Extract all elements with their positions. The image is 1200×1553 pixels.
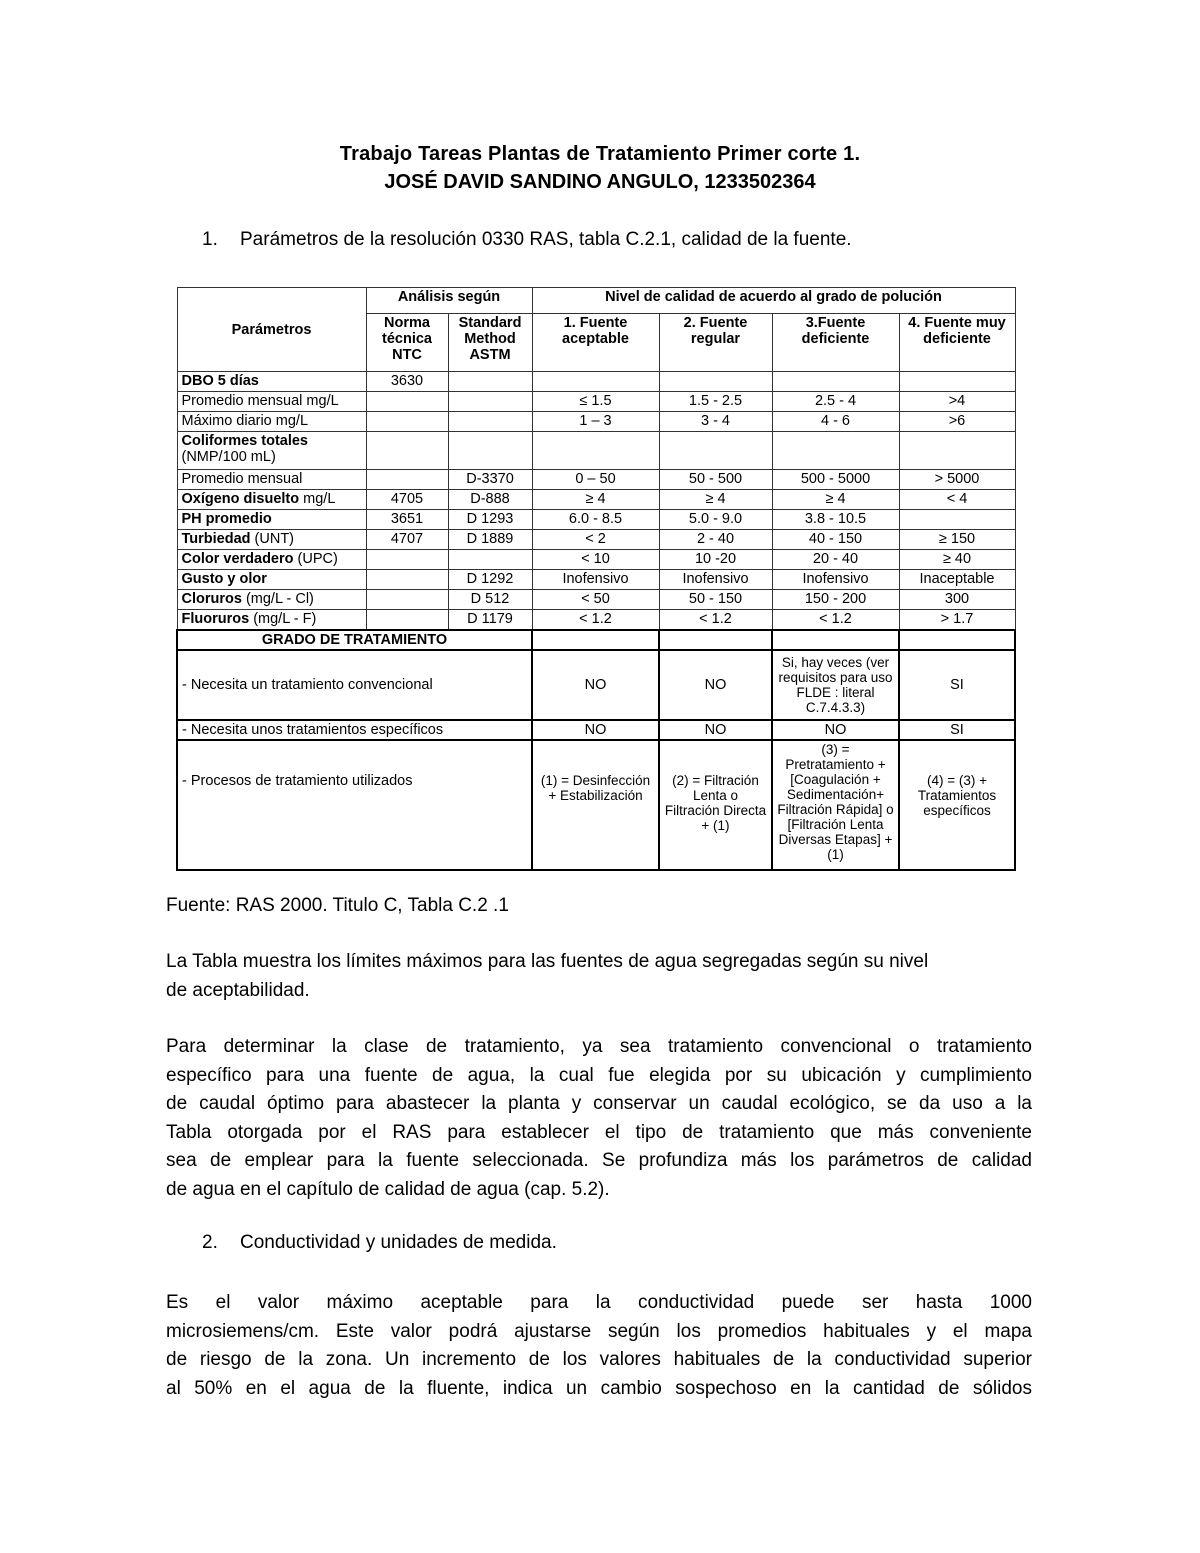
param-cell: Promedio mensual mg/L [177, 392, 366, 412]
f4-cell: > 5000 [899, 470, 1015, 490]
f1-cell: Inofensivo [532, 570, 659, 590]
list-text: Parámetros de la resolución 0330 RAS, tabla C.2.1, calidad de la fuente. [240, 229, 852, 250]
param-unit: (mg/L - F) [249, 611, 317, 627]
astm-cell [448, 550, 532, 570]
list-number: 1. [202, 229, 218, 250]
table-row [177, 470, 1015, 490]
f2-cell: 50 - 500 [659, 470, 772, 490]
astm-cell: D 1179 [448, 610, 532, 631]
header-fuente-2: 2. Fuente regular [659, 314, 772, 372]
f4-cell: > 1.7 [899, 610, 1015, 631]
paragraph-line: al 50% en el agua de la fluente, indica un cambio sospechoso en la cantidad de sólidos [166, 1377, 1032, 1399]
header-nivel: Nivel de calidad de acuerdo al grado de polución [532, 288, 1015, 314]
paragraph-line: de aceptabilidad. [166, 979, 310, 1001]
param-unit: (mg/L - Cl) [241, 591, 314, 607]
f3-cell [772, 432, 899, 470]
document-title: Trabajo Tareas Plantas de Tratamiento Primer corte 1. [339, 143, 861, 165]
list-number: 2. [202, 1232, 218, 1253]
f4-cell: 300 [899, 590, 1015, 610]
param-cell: Promedio mensual [177, 470, 366, 490]
table-row [177, 570, 1015, 590]
header-fuente-4: 4. Fuente muy deficiente [899, 314, 1015, 372]
f2-cell: 2 - 40 [659, 530, 772, 550]
f1-cell: NO [532, 650, 659, 720]
table-row [177, 372, 1015, 392]
f3-cell: < 1.2 [772, 610, 899, 631]
f2-cell [659, 372, 772, 392]
paragraph-line: microsiemens/cm. Este valor podrá ajustarse según los promedios habituales y el mapa [166, 1320, 1032, 1342]
table-row [177, 550, 1015, 570]
f4-cell: >6 [899, 412, 1015, 432]
astm-cell: D 1889 [448, 530, 532, 550]
f1-cell: < 10 [532, 550, 659, 570]
f1-cell: ≥ 4 [532, 490, 659, 510]
f1-cell: < 50 [532, 590, 659, 610]
f4-cell: < 4 [899, 490, 1015, 510]
ntc-cell [366, 590, 448, 610]
f3-cell: Si, hay veces (ver requisitos para uso FLDE : literal C.7.4.3.3) [772, 650, 899, 720]
param-name: Coliformes totales [181, 433, 308, 449]
param-cell: Máximo diario mg/L [177, 412, 366, 432]
f3-cell: 20 - 40 [772, 550, 899, 570]
ntc-cell: 4705 [366, 490, 448, 510]
f4-cell [899, 630, 1015, 650]
paragraph-line: Es el valor máximo aceptable para la conductividad puede ser hasta 1000 [166, 1292, 1032, 1313]
grado-title: GRADO DE TRATAMIENTO [177, 630, 532, 650]
f1-cell [532, 372, 659, 392]
astm-cell: D 1293 [448, 510, 532, 530]
table-row [177, 392, 1015, 412]
header-parametros: Parámetros [177, 288, 366, 372]
f2-cell [659, 432, 772, 470]
param-unit: (NMP/100 mL) [181, 449, 276, 465]
param-cell [177, 490, 366, 510]
f3-cell: 500 - 5000 [772, 470, 899, 490]
f4-cell: Inaceptable [899, 570, 1015, 590]
f3-cell: 40 - 150 [772, 530, 899, 550]
grado-header-row [177, 630, 1015, 650]
f1-cell: < 1.2 [532, 610, 659, 631]
param-cell [177, 610, 366, 631]
astm-cell: D-888 [448, 490, 532, 510]
param-name: Color verdadero [181, 551, 294, 567]
f2-cell: NO [659, 720, 772, 740]
source-text: Fuente: RAS 2000. Titulo C, Tabla C.2 .1 [166, 895, 509, 916]
ntc-cell [366, 470, 448, 490]
f4-cell: SI [899, 720, 1015, 740]
ras-quality-table [176, 287, 1016, 871]
table-row [177, 530, 1015, 550]
f2-cell: 10 -20 [659, 550, 772, 570]
f1-cell: ≤ 1.5 [532, 392, 659, 412]
astm-cell [448, 372, 532, 392]
paragraph-line: de agua en el capítulo de calidad de agua (cap. 5.2). [166, 1178, 610, 1200]
f2-cell: ≥ 4 [659, 490, 772, 510]
f2-cell: Inofensivo [659, 570, 772, 590]
f4-cell: SI [899, 650, 1015, 720]
header-fuente-1: 1. Fuente aceptable [532, 314, 659, 372]
ntc-cell [366, 550, 448, 570]
ntc-cell: 3651 [366, 510, 448, 530]
f1-cell: < 2 [532, 530, 659, 550]
f3-cell [772, 630, 899, 650]
f2-cell: 5.0 - 9.0 [659, 510, 772, 530]
param-name: Fluoruros [181, 611, 250, 627]
param-cell: Gusto y olor [177, 570, 366, 590]
param-name: Oxígeno disuelto [181, 491, 300, 507]
f4-cell [899, 432, 1015, 470]
f1-cell: 1 – 3 [532, 412, 659, 432]
f3-cell: 4 - 6 [772, 412, 899, 432]
f2-cell: NO [659, 650, 772, 720]
f3-cell: (3) = Pretratamiento + [Coagulación + Sedimentación+ Filtración Rápida] o [Filtración Lenta Diversas Etapas] + (1) [772, 740, 899, 870]
param-name: Cloruros [181, 591, 242, 607]
f3-cell: ≥ 4 [772, 490, 899, 510]
paragraph-1 [166, 948, 1032, 1005]
table-source [166, 892, 1032, 921]
f1-cell [532, 432, 659, 470]
param-unit: (UNT) [250, 531, 295, 547]
f3-cell: 2.5 - 4 [772, 392, 899, 412]
grado-label: - Necesita unos tratamientos específicos [177, 720, 532, 740]
param-cell: PH promedio [177, 510, 366, 530]
table-row [177, 590, 1015, 610]
f2-cell: (2) = Filtración Lenta o Filtración Directa + (1) [659, 740, 772, 870]
f2-cell: < 1.2 [659, 610, 772, 631]
grado-row-procesos [177, 740, 1015, 870]
f3-cell: 150 - 200 [772, 590, 899, 610]
ntc-cell [366, 570, 448, 590]
ntc-cell [366, 392, 448, 412]
f4-cell: ≥ 40 [899, 550, 1015, 570]
table-row [177, 510, 1015, 530]
astm-cell: D 1292 [448, 570, 532, 590]
table-row [177, 432, 1015, 470]
astm-cell [448, 432, 532, 470]
author-line: JOSÉ DAVID SANDINO ANGULO, 1233502364 [384, 171, 816, 193]
f3-cell: 3.8 - 10.5 [772, 510, 899, 530]
f4-cell: (4) = (3) + Tratamientos específicos [899, 740, 1015, 870]
grado-label: - Necesita un tratamiento convencional [177, 650, 532, 720]
table-row [177, 412, 1015, 432]
paragraph-line: de caudal óptimo para abastecer la planta y conservar un caudal ecológico, se da uso a la [166, 1093, 1032, 1115]
ntc-cell: 4707 [366, 530, 448, 550]
f2-cell [659, 630, 772, 650]
f2-cell: 50 - 150 [659, 590, 772, 610]
f2-cell: 1.5 - 2.5 [659, 392, 772, 412]
f4-cell [899, 372, 1015, 392]
f3-cell: NO [772, 720, 899, 740]
table-row [177, 610, 1015, 631]
table-row [177, 490, 1015, 510]
f1-cell: 0 – 50 [532, 470, 659, 490]
header-analisis: Análisis según [366, 288, 532, 314]
f2-cell: 3 - 4 [659, 412, 772, 432]
param-cell [177, 432, 366, 470]
param-cell: DBO 5 días [177, 372, 366, 392]
param-cell [177, 550, 366, 570]
astm-cell [448, 412, 532, 432]
f1-cell: (1) = Desinfección + Estabilización [532, 740, 659, 870]
f4-cell: ≥ 150 [899, 530, 1015, 550]
ntc-cell [366, 610, 448, 631]
param-unit: (UPC) [293, 551, 338, 567]
param-name: Turbiedad [181, 531, 251, 547]
param-unit: mg/L [299, 491, 336, 507]
header-astm: Standard Method ASTM [448, 314, 532, 372]
astm-cell [448, 392, 532, 412]
paragraph-line: sea de emplear para la fuente seleccionada. Se profundiza más los parámetros de calidad [166, 1150, 1032, 1172]
grado-label: - Procesos de tratamiento utilizados [177, 740, 532, 870]
paragraph-3 [166, 1289, 1032, 1403]
paragraph-line: La Tabla muestra los límites máximos para las fuentes de agua segregadas según su nivel [166, 951, 929, 972]
f4-cell [899, 510, 1015, 530]
param-cell [177, 530, 366, 550]
f3-cell [772, 372, 899, 392]
ntc-cell [366, 432, 448, 470]
grado-row-especificos [177, 720, 1015, 740]
f1-cell [532, 630, 659, 650]
f1-cell: 6.0 - 8.5 [532, 510, 659, 530]
paragraph-line: Tabla otorgada por el RAS para establecer el tipo de tratamiento que más conveniente [166, 1121, 1032, 1143]
astm-cell: D-3370 [448, 470, 532, 490]
paragraph-line: específico para una fuente de agua, la cual fue elegida por su ubicación y cumplimiento [166, 1064, 1032, 1086]
grado-row-convencional [177, 650, 1015, 720]
paragraph-line: de riesgo de la zona. Un incremento de los valores habituales de la conductividad superior [166, 1349, 1032, 1371]
paragraph-2 [166, 1033, 1032, 1205]
f4-cell: >4 [899, 392, 1015, 412]
param-cell [177, 590, 366, 610]
astm-cell: D 512 [448, 590, 532, 610]
f1-cell: NO [532, 720, 659, 740]
header-ntc: Norma técnica NTC [366, 314, 448, 372]
ntc-cell [366, 412, 448, 432]
header-fuente-3: 3.Fuente deficiente [772, 314, 899, 372]
ntc-cell: 3630 [366, 372, 448, 392]
paragraph-line: Para determinar la clase de tratamiento, ya sea tratamiento convencional o tratamiento [166, 1036, 1032, 1057]
list-text: Conductividad y unidades de medida. [240, 1232, 557, 1253]
f3-cell: Inofensivo [772, 570, 899, 590]
